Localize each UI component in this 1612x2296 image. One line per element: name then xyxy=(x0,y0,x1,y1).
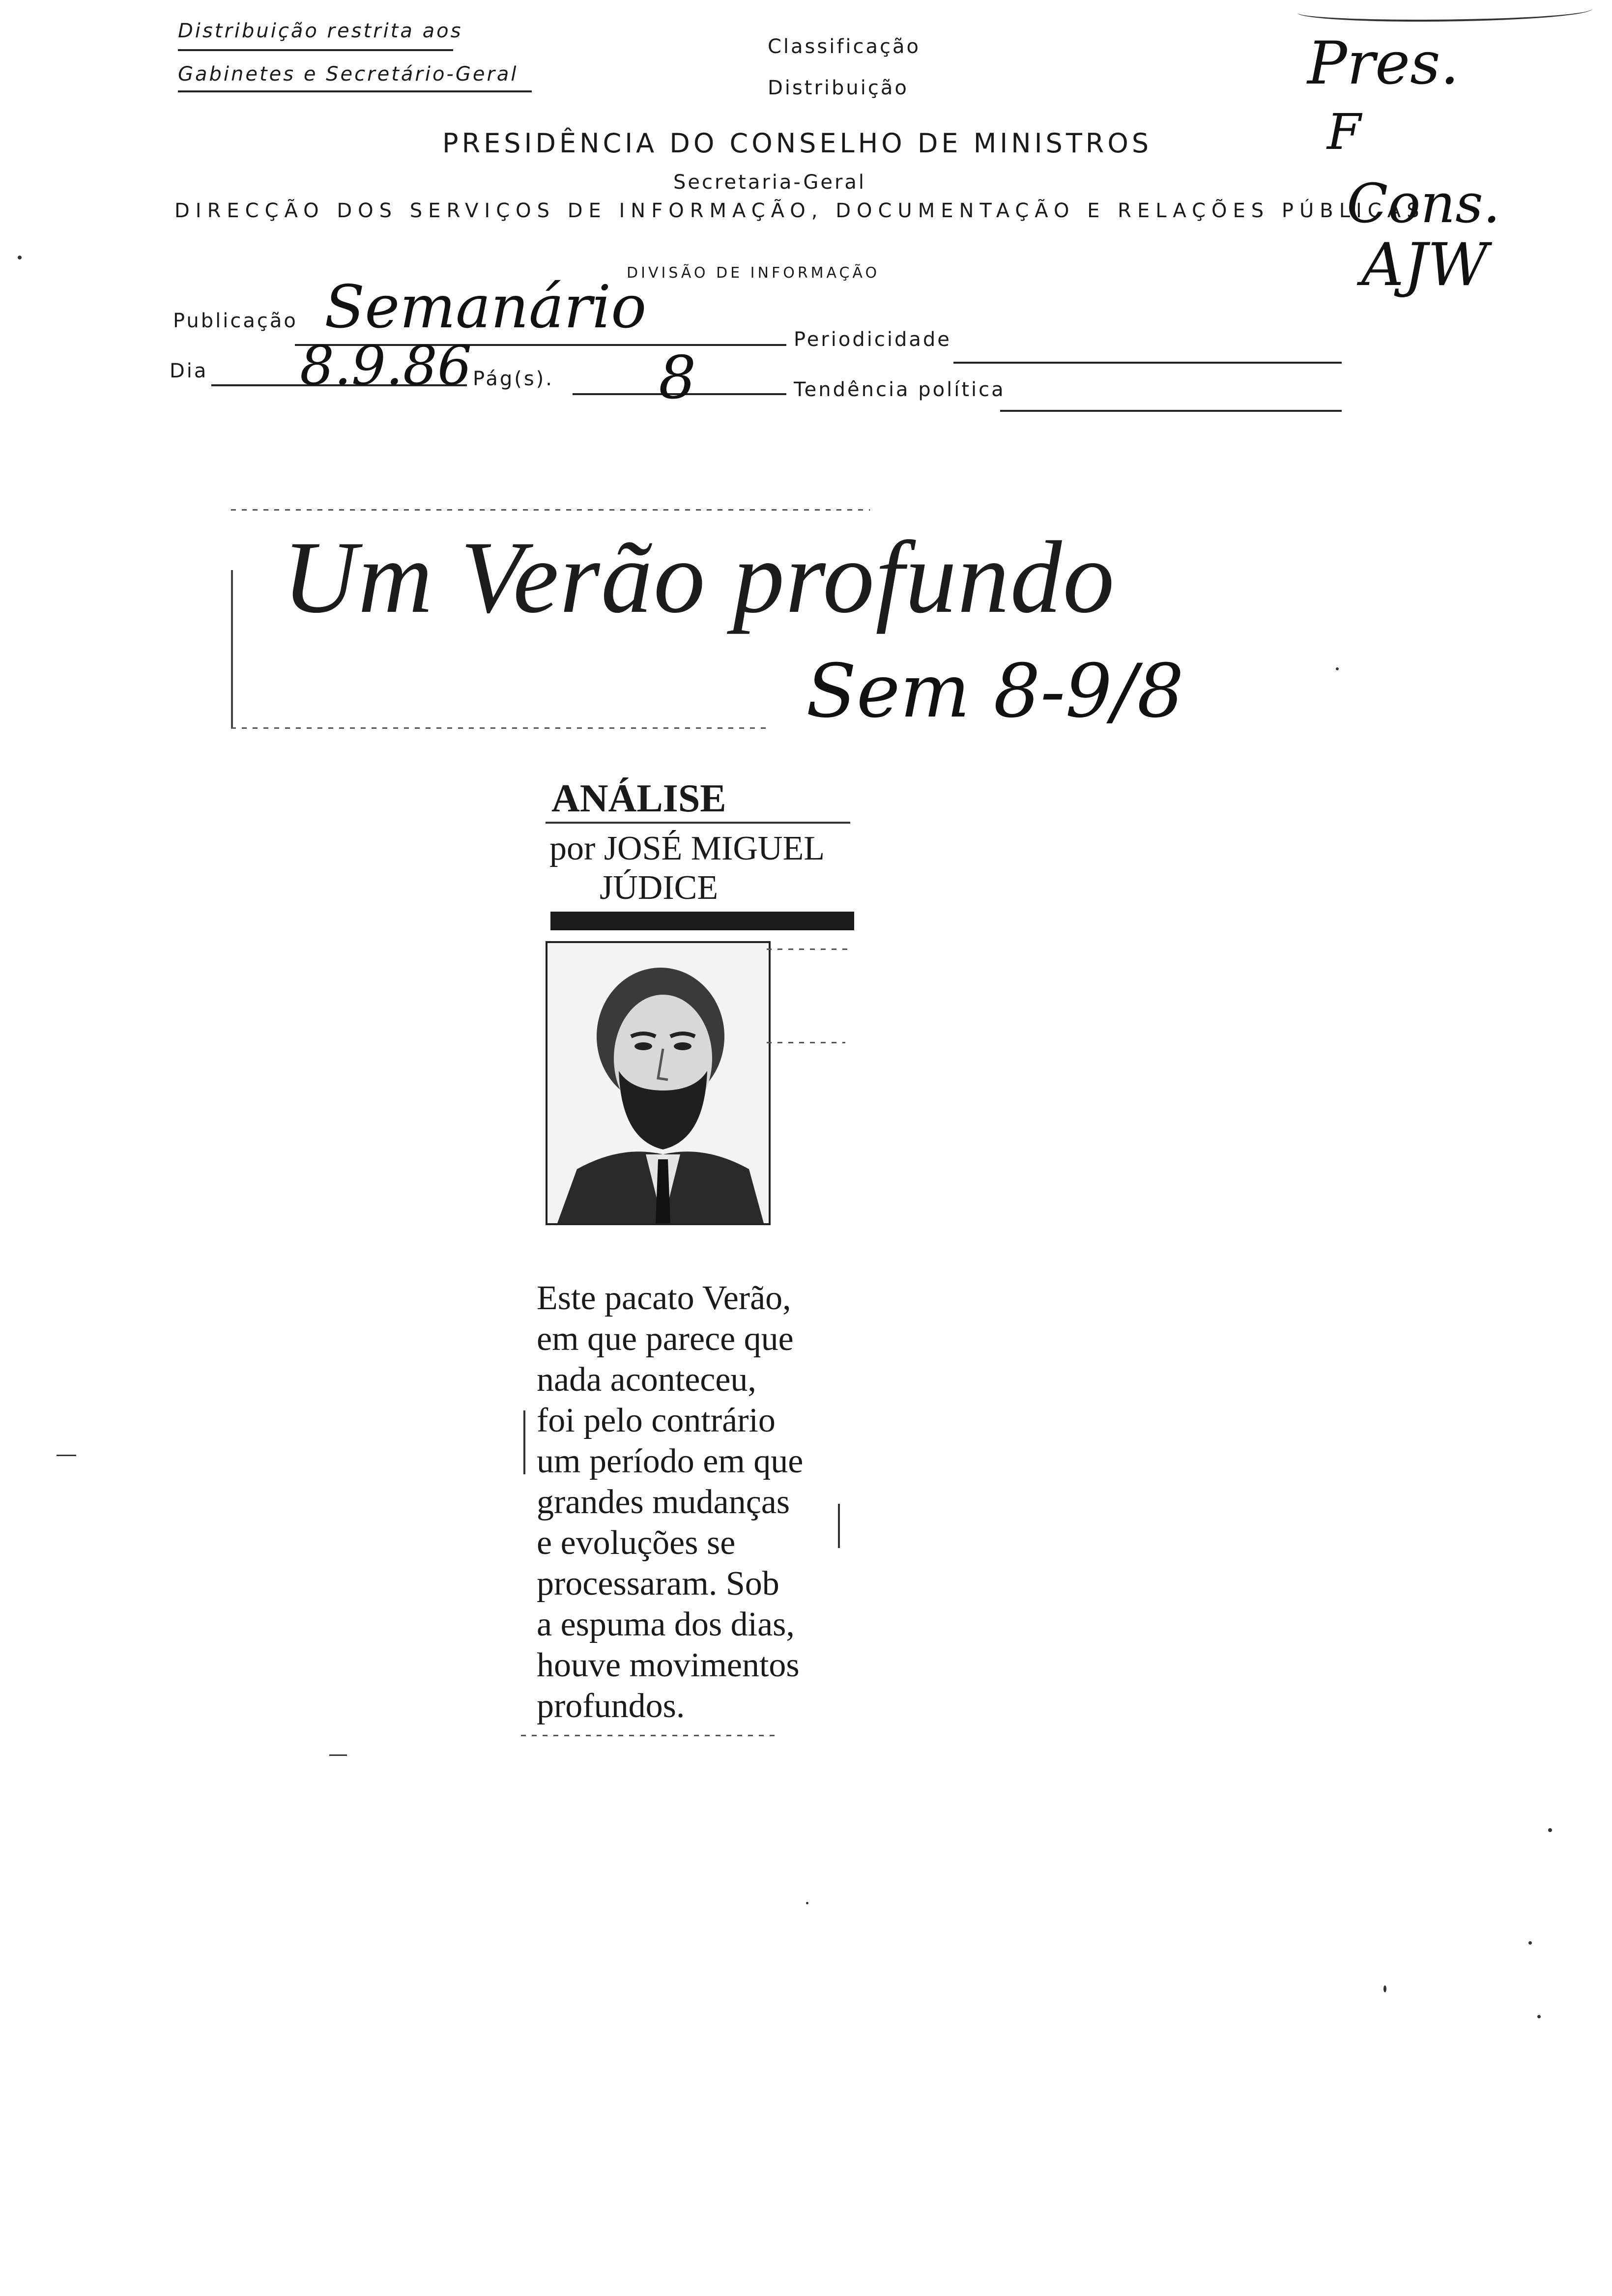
body-line: houve movimentos xyxy=(537,1646,800,1684)
distribution-underline-2 xyxy=(178,90,532,92)
margin-note-4: AJW xyxy=(1361,231,1489,299)
distribution-underline-1 xyxy=(178,49,453,51)
scan-speck xyxy=(1528,1941,1532,1945)
body-right-margin-mark xyxy=(838,1504,840,1548)
directorate-label: DIRECÇÃO DOS SERVIÇOS DE INFORMAÇÃO, DOCUMENTAÇÃO E RELAÇÕES PÚBLICAS xyxy=(174,200,1425,222)
body-line: e evoluções se xyxy=(537,1524,736,1562)
scan-mark xyxy=(329,1754,347,1756)
author-name-line1: JOSÉ MIGUEL xyxy=(604,830,825,867)
section-label: ANÁLISE xyxy=(551,777,726,820)
article-headline: Um Verão profundo xyxy=(283,520,1116,634)
clipping-edge-body-bottom xyxy=(521,1735,777,1736)
body-line: em que parece que xyxy=(537,1320,794,1358)
institution-title: PRESIDÊNCIA DO CONSELHO DE MINISTROS xyxy=(442,128,1152,159)
secretariat-label: Secretaria-Geral xyxy=(673,171,866,194)
scan-speck xyxy=(18,256,22,259)
byline-prefix: por xyxy=(549,830,596,867)
body-line: a espuma dos dias, xyxy=(537,1606,795,1643)
author-portrait-illustration xyxy=(547,943,769,1223)
body-line: foi pelo contrário xyxy=(537,1402,776,1439)
scan-mark xyxy=(57,1455,76,1456)
byline xyxy=(549,829,825,869)
pages-handwritten-value: 8 xyxy=(659,344,696,412)
clipping-edge-bottom xyxy=(231,727,772,729)
body-line: profundos. xyxy=(537,1687,685,1725)
distribution-restriction-line1: Distribuição restrita aos xyxy=(178,20,463,42)
day-handwritten-value: 8.9.86 xyxy=(300,334,472,397)
distribution-label: Distribuição xyxy=(768,77,909,99)
scan-speck xyxy=(1383,1985,1386,1992)
division-label: DIVISÃO DE INFORMAÇÃO xyxy=(627,264,880,282)
scan-speck xyxy=(1336,667,1339,670)
day-label: Dia xyxy=(170,360,208,382)
article-body xyxy=(537,1278,891,1726)
periodicity-underline xyxy=(953,362,1342,364)
body-line: Este pacato Verão, xyxy=(537,1279,791,1317)
body-line: nada aconteceu, xyxy=(537,1361,756,1399)
scan-speck xyxy=(806,1902,808,1904)
scan-speck xyxy=(1548,1828,1552,1832)
photo-side-noise-2 xyxy=(767,1042,845,1043)
margin-note-3: Cons. xyxy=(1347,172,1500,235)
publication-handwritten-value: Semanário xyxy=(324,273,647,342)
body-line: grandes mudanças xyxy=(537,1483,790,1521)
margin-note-2: F xyxy=(1327,103,1361,161)
body-line: processaram. Sob xyxy=(537,1565,779,1603)
margin-scribble xyxy=(1297,0,1592,22)
periodicity-label: Periodicidade xyxy=(794,328,951,351)
photo-side-noise-1 xyxy=(767,948,850,950)
clipping-edge-left xyxy=(231,570,233,727)
section-rule xyxy=(546,822,850,824)
author-photo xyxy=(546,941,771,1225)
clipping-edge-top xyxy=(231,509,870,511)
body-left-margin-mark xyxy=(523,1410,525,1474)
author-name-line2: JÚDICE xyxy=(600,869,719,907)
scan-speck xyxy=(1537,2015,1541,2018)
classification-label: Classificação xyxy=(768,35,921,58)
pages-label: Pág(s). xyxy=(473,368,554,390)
tendency-underline xyxy=(1000,410,1342,412)
publication-label: Publicação xyxy=(173,310,298,332)
headline-handwritten-note: Sem 8-9/8 xyxy=(806,649,1184,734)
margin-note-1: Pres. xyxy=(1307,29,1459,98)
tendency-label: Tendência política xyxy=(794,378,1006,401)
body-line: um período em que xyxy=(537,1442,804,1480)
byline-black-bar xyxy=(550,912,854,930)
distribution-restriction-line2: Gabinetes e Secretário-Geral xyxy=(178,63,518,86)
